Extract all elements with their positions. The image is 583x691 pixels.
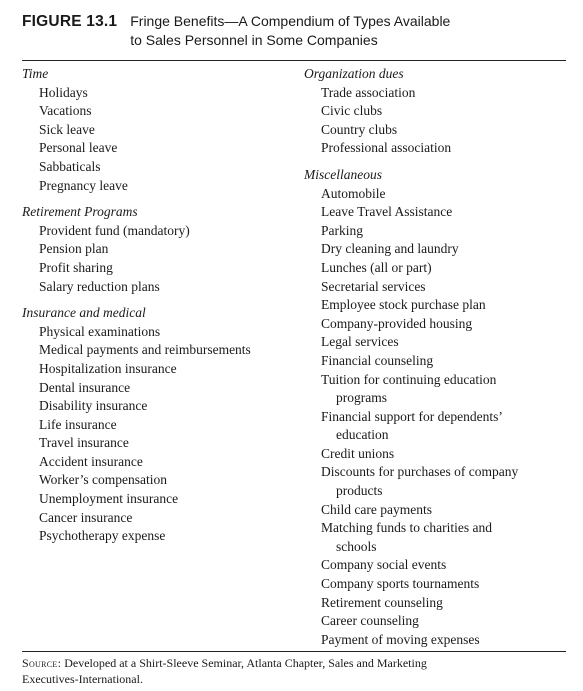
section-heading: Retirement Programs: [22, 204, 138, 220]
list-item: Personal leave: [39, 140, 118, 156]
list-item: Company sports tournaments: [321, 576, 480, 592]
list-item: Physical examinations: [39, 323, 161, 339]
list-item: Child care payments: [321, 501, 432, 517]
list-item: Credit unions: [321, 445, 395, 461]
section-organization: [304, 65, 566, 158]
list-item: Hospitalization insurance: [39, 360, 177, 376]
list-item: Employee stock purchase plan: [321, 297, 486, 313]
list-item: Civic clubs: [321, 103, 383, 119]
list-item: Legal services: [321, 334, 399, 350]
source-label: Source:: [22, 656, 62, 670]
list-item: Sabbaticals: [39, 158, 101, 174]
left-column: [22, 65, 302, 546]
source-line: Executives-International.: [22, 671, 143, 686]
list-item: Leave Travel Assistance: [321, 204, 453, 220]
list-item-continuation: products: [336, 483, 383, 499]
list-item: Secretarial services: [321, 278, 426, 294]
source-text: Developed at a Shirt-Sleeve Seminar, Atlanta Chapter, Sales and Marketing: [64, 656, 427, 670]
list-item: Country clubs: [321, 121, 398, 137]
list-item: Holidays: [39, 84, 88, 100]
section-heading: Organization dues: [304, 66, 404, 81]
right-column: [304, 65, 566, 649]
list-item: [304, 519, 566, 556]
list-item: Travel insurance: [39, 435, 129, 451]
list-item: Financial counseling: [321, 352, 434, 368]
list-item: Retirement counseling: [321, 594, 443, 610]
list-item: Professional association: [321, 140, 452, 156]
section-miscellaneous: [304, 166, 566, 649]
section-retirement: [22, 203, 302, 296]
list-item: Automobile: [321, 185, 386, 201]
list-item: Accident insurance: [39, 453, 143, 469]
list-item: Salary reduction plans: [39, 278, 160, 294]
list-item: Worker’s compensation: [39, 472, 168, 488]
section-heading: Time: [22, 66, 49, 81]
figure-header: [22, 12, 490, 50]
top-rule: [22, 60, 566, 61]
list-item: Disability insurance: [39, 398, 148, 414]
section-time: [22, 65, 302, 195]
list-item-continuation: programs: [336, 390, 387, 406]
list-item-text: Tuition for continuing education: [321, 371, 497, 387]
list-item: Unemployment insurance: [39, 491, 179, 507]
list-item: Sick leave: [39, 121, 95, 137]
list-item: Parking: [321, 222, 363, 238]
list-item: Pension plan: [39, 241, 109, 257]
source-note: [22, 656, 566, 687]
list-item-text: Financial support for dependents’: [321, 408, 503, 424]
list-item-text: Discounts for purchases of company: [321, 464, 519, 480]
figure-label: FIGURE 13.1: [22, 13, 118, 30]
list-item: Pregnancy leave: [39, 177, 128, 193]
list-item: Dry cleaning and laundry: [321, 241, 459, 257]
list-item: Trade association: [321, 84, 416, 100]
list-item-continuation: education: [336, 427, 389, 443]
list-item: Psychotherapy expense: [39, 528, 166, 544]
list-item: Provident fund (mandatory): [39, 222, 190, 238]
figure-caption: [130, 12, 490, 50]
section-heading: Insurance and medical: [22, 305, 146, 321]
list-item: Dental insurance: [39, 379, 131, 395]
list-item: Vacations: [39, 103, 92, 119]
list-item: Profit sharing: [39, 259, 113, 275]
list-item-continuation: schools: [336, 538, 377, 554]
list-item: [304, 463, 566, 500]
list-item: Company-provided housing: [321, 315, 473, 331]
figure-caption-line: Fringe Benefits—A Compendium of Types Available: [130, 13, 451, 29]
list-item: Lunches (all or part): [321, 259, 432, 275]
list-item: Payment of moving expenses: [321, 631, 480, 647]
bottom-rule: [22, 651, 566, 652]
list-item: Cancer insurance: [39, 509, 133, 525]
list-item: [304, 408, 566, 445]
section-insurance: [22, 304, 302, 546]
list-item: [304, 371, 566, 408]
figure-caption-line: to Sales Personnel in Some Companies: [130, 32, 378, 48]
list-item: Career counseling: [321, 613, 419, 629]
list-item: Company social events: [321, 557, 447, 573]
list-item-text: Matching funds to charities and: [321, 520, 492, 536]
list-item: Medical payments and reimbursements: [39, 342, 251, 358]
section-heading: Miscellaneous: [304, 166, 382, 182]
source-line: [22, 656, 566, 672]
list-item: Life insurance: [39, 416, 117, 432]
